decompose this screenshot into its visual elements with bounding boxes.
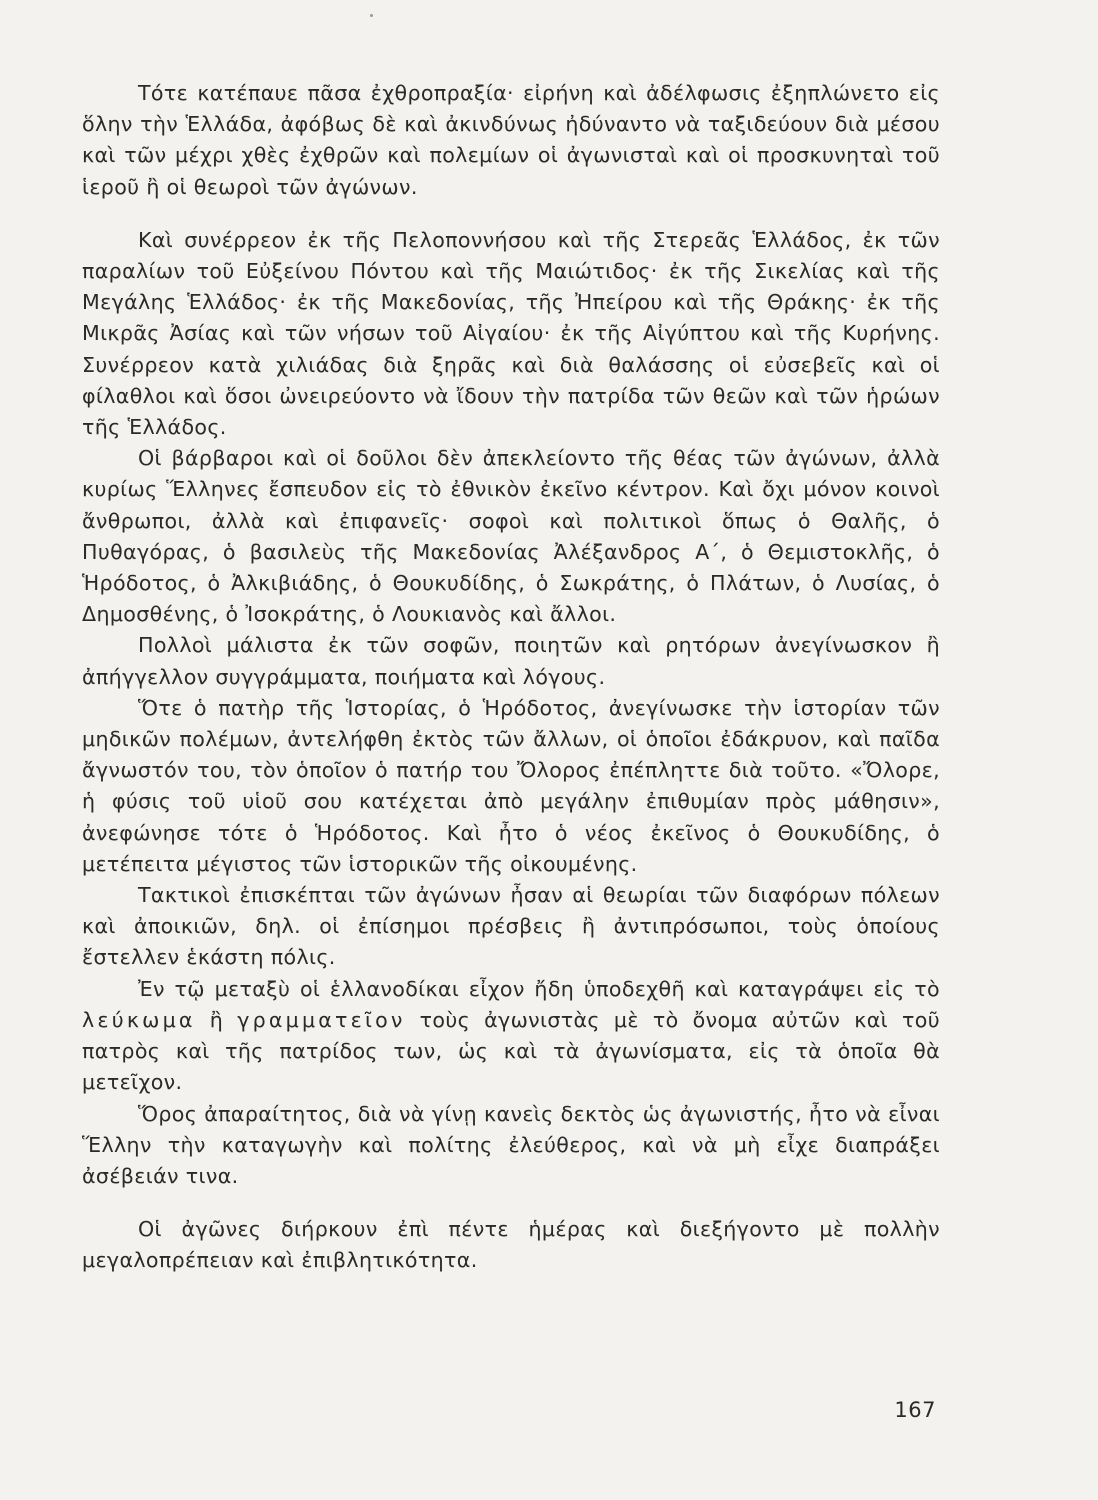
paragraph-eligibility: Ὅρος ἀπαραίτητος, διὰ νὰ γίνῃ κανεὶς δεκτὸς ὡς ἀγωνιστής, ἦτο νὰ εἶναι Ἕλλην τὴν καταγωγὴν καὶ πολίτης ἐλεύθερος, καὶ νὰ μὴ εἶχε διαπράξει ἀσέβειάν τινα. bbox=[82, 1101, 940, 1188]
paper-speck bbox=[370, 14, 373, 17]
registration-text-after: τοὺς ἀγωνιστὰς μὲ τὸ ὄνομα αὐτῶν καὶ τοῦ πατρὸς καὶ τῆς πατρίδος των, ὡς καὶ τὰ ἀγωνίσματα, εἰς τὰ ὁποῖα θὰ μετεῖχον. bbox=[82, 1007, 940, 1095]
page-body bbox=[82, 78, 940, 1277]
paragraph-theories: Τακτικοὶ ἐπισκέπται τῶν ἀγώνων ἦσαν αἱ θεωρίαι τῶν διαφόρων πόλεων καὶ ἀποικιῶν, δηλ. οἱ ἐπίσημοι πρέσβεις ἢ ἀντιπρόσωποι, τοὺς ὁποίους ἔστελλεν ἑκάστη πόλις. bbox=[82, 883, 940, 970]
paragraph-herodotus: Ὅτε ὁ πατὴρ τῆς Ἱστορίας, ὁ Ἡρόδοτος, ἀνεγίνωσκε τὴν ἱστορίαν τῶν μηδικῶν πολέμων, ἀντελήφθη ἐκτὸς τῶν ἄλλων, οἱ ὁποῖοι ἐδάκρυον, καὶ παῖδα ἄγνωστόν του, τὸν ὁποῖον ὁ πατήρ του Ὄλορος ἐπέπληττε διὰ τοῦτο. «Ὄλορε, ἡ φύσις τοῦ υἱοῦ σου κατέχεται ἀπὸ μεγάλην ἐπιθυμίαν πρὸς μάθησιν», ἀνεφώνησε τότε ὁ Ἡρόδοτος. Καὶ ἦτο ὁ νέος ἐκεῖνος ὁ Θουκυδίδης, ὁ μετέπειτα μέγιστος τῶν ἱστορικῶν τῆς οἰκουμένης. bbox=[82, 695, 940, 876]
paragraph-duration: Οἱ ἀγῶνες διήρκουν ἐπὶ πέντε ἡμέρας καὶ διεξήγοντο μὲ πολλὴν μεγαλοπρέπειαν καὶ ἐπιβλητικότητα. bbox=[82, 1217, 940, 1273]
registration-text-middle: ἢ bbox=[195, 1007, 238, 1032]
term-grammateion: γραμματεῖον bbox=[237, 1007, 406, 1032]
paragraph-notable-visitors: Οἱ βάρβαροι καὶ οἱ δοῦλοι δὲν ἀπεκλείοντο τῆς θέας τῶν ἀγώνων, ἀλλὰ κυρίως Ἕλληνες ἔσπευδον εἰς τὸ ἐθνικὸν ἐκεῖνο κέντρον. Καὶ ὄχι μόνον κοινοὶ ἄνθρωποι, ἀλλὰ καὶ ἐπιφανεῖς· σοφοὶ καὶ πολιτικοὶ ὅπως ὁ Θαλῆς, ὁ Πυθαγόρας, ὁ βασιλεὺς τῆς Μακεδονίας Ἀλέξανδρος Α΄, ὁ Θεμιστοκλῆς, ὁ Ἡρόδοτος, ὁ Ἀλκιβιάδης, ὁ Θουκυδίδης, ὁ Σωκράτης, ὁ Πλάτων, ὁ Λυσίας, ὁ Δημοσθένης, ὁ Ἰσοκράτης, ὁ Λουκιανὸς καὶ ἄλλοι. bbox=[82, 446, 940, 627]
paragraph-readings: Πολλοὶ μάλιστα ἐκ τῶν σοφῶν, ποιητῶν καὶ ρητόρων ἀνεγίνωσκον ἢ ἀπήγγελλον συγγράμματα, ποιήματα καὶ λόγους. bbox=[82, 633, 940, 689]
registration-text-before: Ἐν τῷ μεταξὺ οἱ ἑλλανοδίκαι εἶχον ἤδη ὑποδεχθῆ καὶ καταγράψει εἰς τὸ bbox=[138, 976, 940, 1001]
paragraph-registration bbox=[82, 974, 940, 1099]
term-leukoma: λεύκωμα bbox=[82, 1007, 196, 1032]
paragraph-truce: Τότε κατέπαυε πᾶσα ἐχθροπραξία· εἰρήνη καὶ ἀδέλφωσις ἐξηπλώνετο εἰς ὅλην τὴν Ἑλλάδα, ἀφόβως δὲ καὶ ἀκινδύνως ἠδύναντο νὰ ταξιδεύουν διὰ μέσου καὶ τῶν μέχρι χθὲς ἐχθρῶν καὶ πολεμίων οἱ ἀγωνισταὶ καὶ οἱ προσκυνηταὶ τοῦ ἱεροῦ ἢ οἱ θεωροὶ τῶν ἀγώνων. bbox=[82, 81, 940, 199]
page-number: 167 bbox=[894, 1398, 936, 1422]
paragraph-visitors-origin: Καὶ συνέρρεον ἐκ τῆς Πελοποννήσου καὶ τῆς Στερεᾶς Ἑλλάδος, ἐκ τῶν παραλίων τοῦ Εὐξείνου Πόντου καὶ τῆς Μαιώτιδος· ἐκ τῆς Σικελίας καὶ τῆς Μεγάλης Ἑλλάδος· ἐκ τῆς Μακεδονίας, τῆς Ἠπείρου καὶ τῆς Θράκης· ἐκ τῆς Μικρᾶς Ἀσίας καὶ τῶν νήσων τοῦ Αἰγαίου· ἐκ τῆς Αἰγύπτου καὶ τῆς Κυρήνης. Συνέρρεον κατὰ χιλιάδας διὰ ξηρᾶς καὶ διὰ θαλάσσης οἱ εὐσεβεῖς καὶ οἱ φίλαθλοι καὶ ὅσοι ὠνειρεύοντο νὰ ἴδουν τὴν πατρίδα τῶν θεῶν καὶ τῶν ἡρώων τῆς Ἑλλάδος. bbox=[82, 227, 940, 440]
